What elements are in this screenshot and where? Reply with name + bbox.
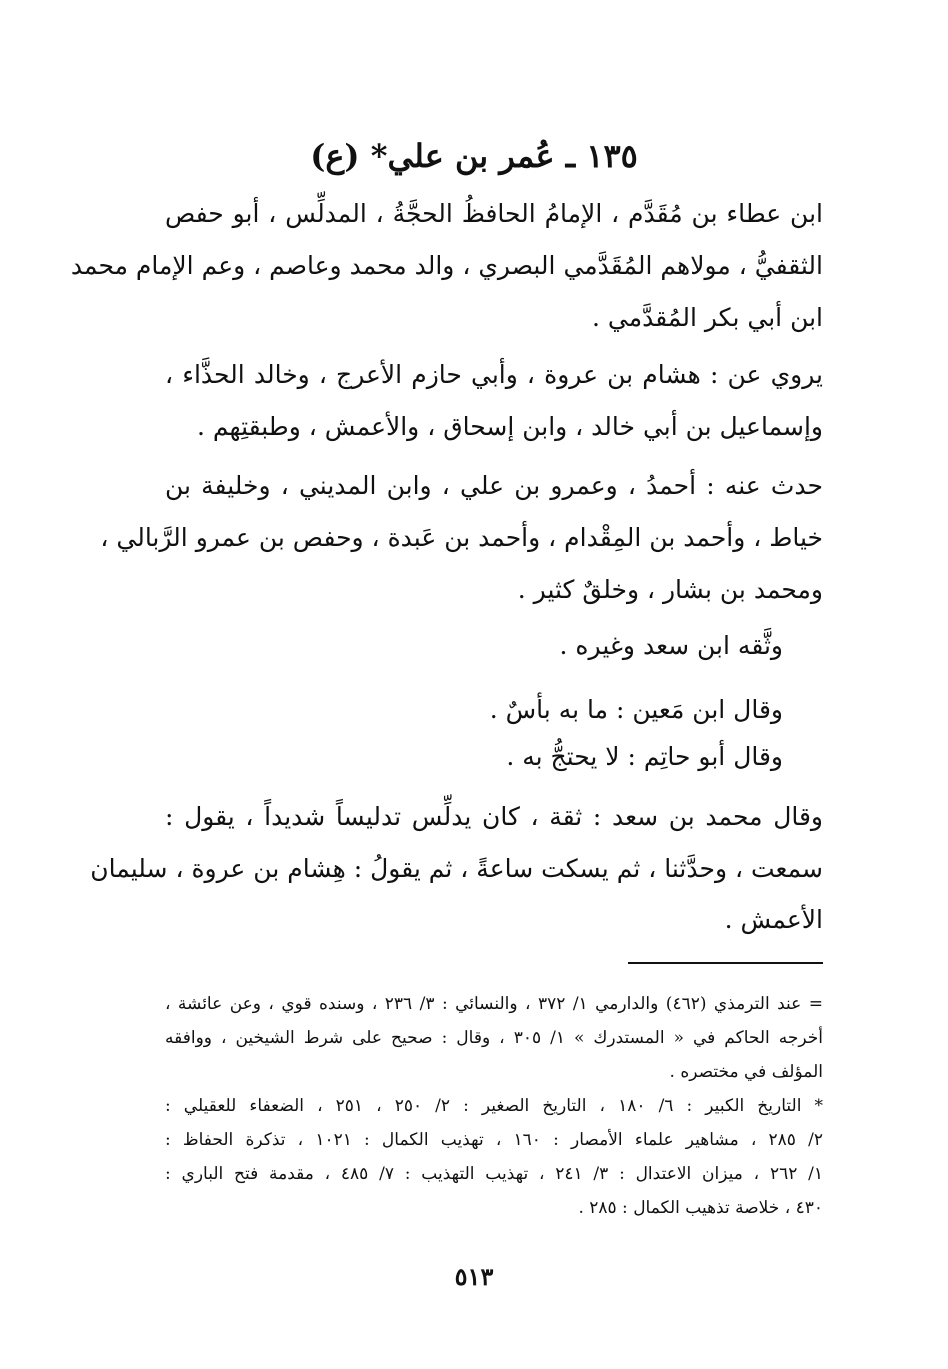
- body-line: وقال أبو حاتِم : لا يحتجُّ به .: [506, 742, 783, 771]
- footnote-line: ١/ ٢٦٢ ، ميزان الاعتدال : ٣/ ٢٤١ ، تهذيب التهذيب : ٧/ ٤٨٥ ، مقدمة فتح الباري :: [165, 1164, 823, 1184]
- footnote-line: * التاريخ الكبير : ٦/ ١٨٠ ، التاريخ الصغير : ٢/ ٢٥٠ ، ٢٥١ ، الضعفاء للعقيلي :: [165, 1096, 823, 1116]
- footnote-line: ٤٣٠ ، خلاصة تذهيب الكمال : ٢٨٥ .: [578, 1198, 823, 1218]
- entry-heading: ١٣٥ ـ عُمر بن علي* (ع): [310, 137, 638, 175]
- body-line: الأعمش .: [724, 905, 823, 934]
- body-line: وقال محمد بن سعد : ثقة ، كان يدلِّس تدليساً شديداً ، يقول :: [165, 802, 823, 831]
- page-number: ٥١٣: [454, 1262, 494, 1291]
- body-line: ابن عطاء بن مُقَدَّم ، الإمامُ الحافظُ الحجَّةُ ، المدلِّس ، أبو حفص: [165, 199, 823, 228]
- footnote-line: = عند الترمذي (٤٦٢) والدارمي ١/ ٣٧٢ ، والنسائي : ٣/ ٢٣٦ ، وسنده قوي ، وعن عائشة ،: [165, 994, 823, 1014]
- body-line: وثَّقه ابن سعد وغيره .: [559, 631, 783, 660]
- footnote-line: المؤلف في مختصره .: [669, 1062, 823, 1082]
- body-line: الثقفيُّ ، مولاهم المُقَدَّمي البصري ، والد محمد وعاصم ، وعم الإمام محمد: [70, 251, 823, 280]
- body-line: ابن أبي بكر المُقدَّمي .: [592, 303, 823, 332]
- footnote-separator: [628, 962, 823, 964]
- body-line: سمعت ، وحدَّثنا ، ثم يسكت ساعةً ، ثم يقولُ : هِشام بن عروة ، سليمان: [90, 854, 823, 883]
- body-line: حدث عنه : أحمدُ ، وعمرو بن علي ، وابن المديني ، وخليفة بن: [165, 471, 823, 500]
- body-line: خياط ، وأحمد بن المِقْدام ، وأحمد بن عَبدة ، وحفص بن عمرو الرَّبالي ،: [100, 523, 823, 552]
- footnote-line: ٢/ ٢٨٥ ، مشاهير علماء الأمصار : ١٦٠ ، تهذيب الكمال : ١٠٢١ ، تذكرة الحفاظ :: [165, 1130, 823, 1150]
- body-line: ومحمد بن بشار ، وخلقٌ كثير .: [517, 575, 823, 604]
- footnote-line: أخرجه الحاكم في « المستدرك » ١/ ٣٠٥ ، وقال : صحيح على شرط الشيخين ، ووافقه: [165, 1028, 824, 1048]
- body-line: وقال ابن مَعين : ما به بأسٌ .: [489, 695, 783, 724]
- body-line: يروي عن : هشام بن عروة ، وأبي حازم الأعرج ، وخالد الحذَّاء ،: [165, 360, 823, 389]
- body-line: وإسماعيل بن أبي خالد ، وابن إسحاق ، والأعمش ، وطبقتِهم .: [197, 412, 823, 441]
